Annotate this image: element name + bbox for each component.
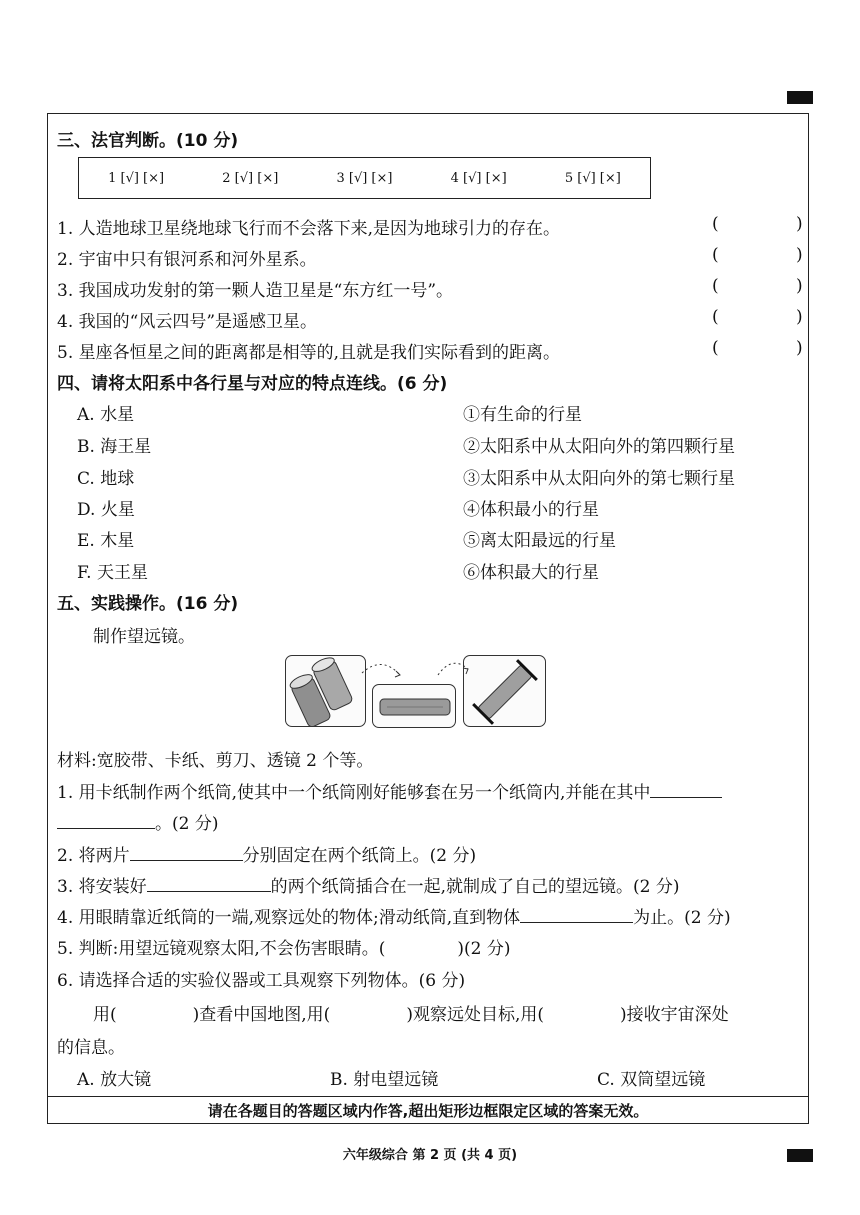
option-b[interactable]: B. 射电望远镜: [330, 1070, 439, 1090]
feature-4[interactable]: ④体积最小的行星: [463, 500, 599, 520]
question-3-text-a: 3. 将安装好: [57, 877, 147, 897]
judgment-paren-close-4: ): [796, 307, 803, 327]
question-1-blank[interactable]: [650, 781, 722, 798]
planet-d[interactable]: D. 火星: [77, 500, 135, 520]
judgment-item-1: 1. 人造地球卫星绕地球飞行而不会落下来,是因为地球引力的存在。: [57, 219, 561, 239]
judgment-item-5: 5. 星座各恒星之间的距离都是相等的,且就是我们实际看到的距离。: [57, 343, 561, 363]
question-6-line-2: 的信息。: [57, 1038, 125, 1058]
question-2-line: [57, 841, 476, 866]
planet-f[interactable]: F. 天王星: [77, 563, 148, 583]
question-6-fill-line: [93, 1000, 806, 1025]
judgment-paren-close-3: ): [796, 276, 803, 296]
question-1-text-a: 1. 用卡纸制作两个纸筒,使其中一个纸筒刚好能够套在另一个纸筒内,并能在其中: [57, 783, 651, 803]
question-3-line: [57, 872, 680, 897]
answer-area-notice: 请在各题目的答题区域内作答,超出矩形边框限定区域的答案无效。: [47, 1096, 809, 1125]
question-1-line-2: [57, 809, 218, 834]
planet-a[interactable]: A. 水星: [77, 405, 135, 425]
section5-heading: 五、实践操作。(16 分): [57, 594, 239, 614]
judgment-paren-close-1: ): [796, 214, 803, 234]
planet-b[interactable]: B. 海王星: [77, 437, 152, 457]
judgment-paren-close-5: ): [796, 338, 803, 358]
question-6-text-b: )查看中国地图,用(: [192, 1005, 331, 1025]
planet-c[interactable]: C. 地球: [77, 469, 135, 489]
section5-intro: 制作望远镜。: [93, 627, 195, 647]
feature-1[interactable]: ①有生命的行星: [463, 405, 582, 425]
question-4-text-a: 4. 用眼睛靠近纸筒的一端,观察远处的物体;滑动纸筒,直到物体: [57, 908, 521, 928]
question-2-blank[interactable]: [130, 844, 243, 861]
planet-e[interactable]: E. 木星: [77, 531, 135, 551]
question-3-text-b: 的两个纸筒插合在一起,就制成了自己的望远镜。(2 分): [270, 877, 680, 897]
question-1-blank-cont[interactable]: [57, 812, 155, 829]
option-a[interactable]: A. 放大镜: [77, 1070, 152, 1090]
question-4-text-b: 为止。(2 分): [633, 908, 731, 928]
question-6-line: 6. 请选择合适的实验仪器或工具观察下列物体。(6 分): [57, 971, 466, 991]
question-2-text-b: 分别固定在两个纸筒上。(2 分): [242, 846, 477, 866]
section4-heading: 四、请将太阳系中各行星与对应的特点连线。(6 分): [57, 374, 448, 394]
judgment-paren-open-2[interactable]: (: [712, 245, 719, 265]
paper-tubes-image: [285, 655, 366, 727]
question-4-blank[interactable]: [520, 906, 633, 923]
question-3-blank[interactable]: [147, 875, 271, 892]
question-6-text-c: )观察远处目标,用(: [406, 1005, 544, 1025]
feature-2[interactable]: ②太阳系中从太阳向外的第四颗行星: [463, 437, 735, 457]
judgment-item-3: 3. 我国成功发射的第一颗人造卫星是“东方红一号”。: [57, 281, 454, 301]
question-6-text-d: )接收宇宙深处: [619, 1005, 729, 1025]
feature-6[interactable]: ⑥体积最大的行星: [463, 563, 599, 583]
registration-mark-top: [787, 91, 813, 104]
judgment-paren-open-3[interactable]: (: [712, 276, 719, 296]
question-4-line: [57, 903, 731, 928]
judgment-paren-close-2: ): [796, 245, 803, 265]
answer-sheet-item-3[interactable]: 3 [√] [×]: [336, 170, 393, 186]
answer-sheet-item-5[interactable]: 5 [√] [×]: [564, 170, 621, 186]
dotted-arrows: [360, 655, 480, 685]
joined-tube-image: [372, 684, 456, 728]
answer-sheet-item-2[interactable]: 2 [√] [×]: [222, 170, 279, 186]
judgment-item-4: 4. 我国的“风云四号”是遥感卫星。: [57, 312, 318, 332]
judgment-item-2: 2. 宇宙中只有银河系和河外星系。: [57, 250, 317, 270]
question-2-text-a: 2. 将两片: [57, 846, 130, 866]
judgment-paren-open-5[interactable]: (: [712, 338, 719, 358]
answer-sheet-item-4[interactable]: 4 [√] [×]: [450, 170, 507, 186]
question-5-line: [57, 934, 511, 959]
answer-sheet-item-1[interactable]: 1 [√] [×]: [108, 170, 165, 186]
materials-line: 材料:宽胶带、卡纸、剪刀、透镜 2 个等。: [57, 751, 374, 771]
feature-5[interactable]: ⑤离太阳最远的行星: [463, 531, 616, 551]
judgment-paren-open-4[interactable]: (: [712, 307, 719, 327]
answer-sheet-box: [78, 157, 651, 199]
feature-3[interactable]: ③太阳系中从太阳向外的第七颗行星: [463, 469, 735, 489]
question-1-line-1: [57, 778, 722, 803]
page-footer: 六年级综合 第 2 页 (共 4 页): [342, 1148, 518, 1163]
question-5-text-b: )(2 分): [457, 939, 511, 959]
question-1-text-b: 。(2 分): [155, 814, 219, 834]
judgment-paren-open-1[interactable]: (: [712, 214, 719, 234]
option-c[interactable]: C. 双筒望远镜: [597, 1070, 706, 1090]
question-6-text-a: 用(: [93, 1005, 117, 1025]
question-5-text-a: 5. 判断:用望远镜观察太阳,不会伤害眼睛。(: [57, 939, 386, 959]
section3-heading: 三、法官判断。(10 分): [57, 131, 239, 151]
